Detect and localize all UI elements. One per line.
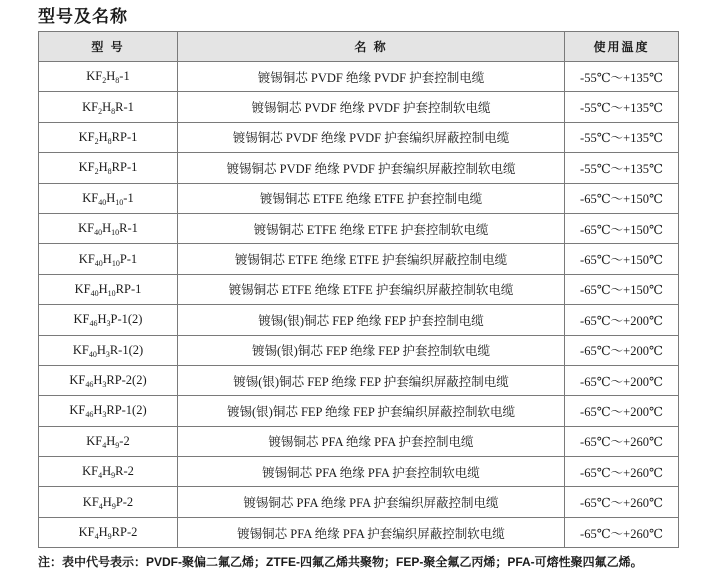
model-text: H [106,69,116,84]
model-text: H [93,373,103,388]
model-text: -1 [119,69,130,84]
model-subscript: 4 [102,440,107,450]
model-cell [39,365,178,395]
model-subscript: 8 [115,76,120,86]
model-text: KF [82,99,99,114]
temp-cell: -65℃～+150℃ [565,244,679,274]
model-text: -2 [119,433,130,448]
model-text: RP-2 [111,525,138,540]
model-text: R-1 [119,221,138,236]
model-cell [39,62,178,92]
name-cell: 镀锡铜芯 ETFE 绝缘 ETFE 护套编织屏蔽控制软电缆 [178,274,565,304]
model-subscript: 40 [98,197,107,207]
model-subscript: 46 [85,380,94,390]
model-subscript: 2 [98,106,103,116]
model-text: H [96,342,106,357]
model-subscript: 40 [90,288,99,298]
temp-cell: -65℃～+260℃ [565,487,679,517]
model-text: H [98,160,108,175]
table-row [39,213,679,243]
model-text: KF [78,221,95,236]
table-row [39,457,679,487]
name-cell: 镀锡(银)铜芯 FEP 绝缘 FEP 护套编织屏蔽控制软电缆 [178,396,565,426]
temp-cell: -65℃～+200℃ [565,396,679,426]
model-text: KF [69,373,86,388]
table-row [39,62,679,92]
model-subscript: 46 [85,410,94,420]
table-row [39,426,679,456]
model-text: KF [72,342,89,357]
name-cell: 镀锡铜芯 PFA 绝缘 PFA 护套编织屏蔽控制电缆 [178,487,565,517]
temp-cell: -65℃～+200℃ [565,305,679,335]
model-cell [39,396,178,426]
header-temp: 使用温度 [565,32,679,62]
model-text: KF [73,312,90,327]
model-name-table [38,31,679,548]
table-row [39,335,679,365]
model-text: H [98,129,108,144]
name-cell: 镀锡铜芯 ETFE 绝缘 ETFE 护套编织屏蔽控制电缆 [178,244,565,274]
model-text: RP-1 [115,281,142,296]
table-row [39,244,679,274]
model-cell [39,92,178,122]
model-cell [39,457,178,487]
model-subscript: 40 [94,258,103,268]
table-row [39,365,679,395]
table-row [39,396,679,426]
model-cell [39,274,178,304]
name-cell: 镀锡铜芯 PVDF 绝缘 PVDF 护套控制软电缆 [178,92,565,122]
name-cell: 镀锡铜芯 PFA 绝缘 PFA 护套控制软电缆 [178,457,565,487]
model-subscript: 3 [102,410,107,420]
model-text: H [98,281,108,296]
model-text: KF [86,69,103,84]
model-subscript: 8 [111,106,116,116]
model-subscript: 8 [107,136,112,146]
table-row [39,487,679,517]
table-row [39,517,679,547]
page-title: 型号及名称 [38,7,128,26]
temp-cell: -65℃～+150℃ [565,213,679,243]
model-cell [39,517,178,547]
model-text: P-2 [115,494,134,509]
name-cell: 镀锡(银)铜芯 FEP 绝缘 FEP 护套编织屏蔽控制电缆 [178,365,565,395]
name-cell: 镀锡铜芯 PVDF 绝缘 PVDF 护套编织屏蔽控制电缆 [178,122,565,152]
name-cell: 镀锡铜芯 PFA 绝缘 PFA 护套控制电缆 [178,426,565,456]
name-cell: 镀锡铜芯 PVDF 绝缘 PVDF 护套编织屏蔽控制软电缆 [178,153,565,183]
footnote: 注：表中代号表示：PVDF-聚偏二氟乙烯；ZTFE-四氟乙烯共聚物；FEP-聚全氟乙丙烯；PFA-可熔性聚四氟乙烯。 [38,555,643,569]
model-text: R-1(2) [109,342,144,357]
model-subscript: 4 [98,471,103,481]
model-cell [39,244,178,274]
header-model: 型 号 [39,32,178,62]
model-text: H [102,251,112,266]
name-cell: 镀锡铜芯 PFA 绝缘 PFA 护套编织屏蔽控制软电缆 [178,517,565,547]
model-subscript: 9 [111,501,116,511]
model-cell [39,305,178,335]
model-text: KF [74,281,91,296]
model-cell [39,153,178,183]
temp-cell: -65℃～+260℃ [565,426,679,456]
model-subscript: 2 [102,76,107,86]
temp-cell: -65℃～+200℃ [565,365,679,395]
model-text: KF [69,403,86,418]
model-text: RP-1 [111,129,138,144]
name-cell: 镀锡(银)铜芯 FEP 绝缘 FEP 护套控制电缆 [178,305,565,335]
model-subscript: 40 [94,228,103,238]
model-text: RP-1 [111,160,138,175]
temp-cell: -65℃～+200℃ [565,335,679,365]
table-row [39,122,679,152]
model-subscript: 10 [107,288,116,298]
model-text: H [98,525,108,540]
temp-cell: -65℃～+260℃ [565,517,679,547]
model-text: -1 [123,190,134,205]
model-text: KF [78,160,95,175]
model-subscript: 4 [94,532,99,542]
model-text: KF [82,190,99,205]
model-subscript: 10 [111,228,120,238]
model-subscript: 9 [107,532,112,542]
table-row [39,183,679,213]
model-subscript: 3 [106,319,111,329]
name-cell: 镀锡铜芯 ETFE 绝缘 ETFE 护套控制电缆 [178,183,565,213]
model-subscript: 3 [102,380,107,390]
model-text: H [106,190,116,205]
model-text: KF [78,251,95,266]
model-subscript: 2 [94,167,99,177]
model-text: KF [78,129,95,144]
model-cell [39,122,178,152]
model-cell [39,335,178,365]
name-cell: 镀锡铜芯 ETFE 绝缘 ETFE 护套控制软电缆 [178,213,565,243]
name-cell: 镀锡(银)铜芯 FEP 绝缘 FEP 护套控制软电缆 [178,335,565,365]
model-text: H [102,221,112,236]
model-text: KF [82,494,99,509]
table-row [39,92,679,122]
model-cell [39,213,178,243]
table-header-row [39,32,679,62]
model-text: KF [82,464,99,479]
temp-cell: -65℃～+150℃ [565,183,679,213]
model-text: H [102,494,112,509]
model-cell [39,183,178,213]
table-row [39,305,679,335]
model-text: KF [86,433,103,448]
model-cell [39,487,178,517]
model-subscript: 4 [98,501,103,511]
table-body [39,62,679,548]
model-text: H [97,312,107,327]
model-subscript: 10 [111,258,120,268]
model-text: KF [78,525,95,540]
temp-cell: -55℃～+135℃ [565,122,679,152]
temp-cell: -55℃～+135℃ [565,62,679,92]
model-text: H [102,99,112,114]
model-text: RP-2(2) [106,373,147,388]
temp-cell: -55℃～+135℃ [565,92,679,122]
header-name: 名 称 [178,32,565,62]
model-subscript: 46 [89,319,98,329]
model-text: R-1 [115,99,134,114]
model-text: H [102,464,112,479]
table-row [39,274,679,304]
temp-cell: -65℃～+150℃ [565,274,679,304]
name-cell: 镀锡铜芯 PVDF 绝缘 PVDF 护套控制电缆 [178,62,565,92]
model-text: H [93,403,103,418]
model-subscript: 10 [115,197,124,207]
table-row [39,153,679,183]
model-text: H [106,433,116,448]
temp-cell: -65℃～+260℃ [565,457,679,487]
model-subscript: 2 [94,136,99,146]
model-subscript: 9 [115,440,120,450]
model-subscript: 8 [107,167,112,177]
model-text: RP-1(2) [106,403,147,418]
model-text: P-1(2) [110,312,143,327]
model-cell [39,426,178,456]
model-subscript: 9 [111,471,116,481]
temp-cell: -55℃～+135℃ [565,153,679,183]
model-text: R-2 [115,464,134,479]
model-subscript: 3 [105,349,110,359]
model-text: P-1 [119,251,138,266]
model-subscript: 40 [88,349,97,359]
